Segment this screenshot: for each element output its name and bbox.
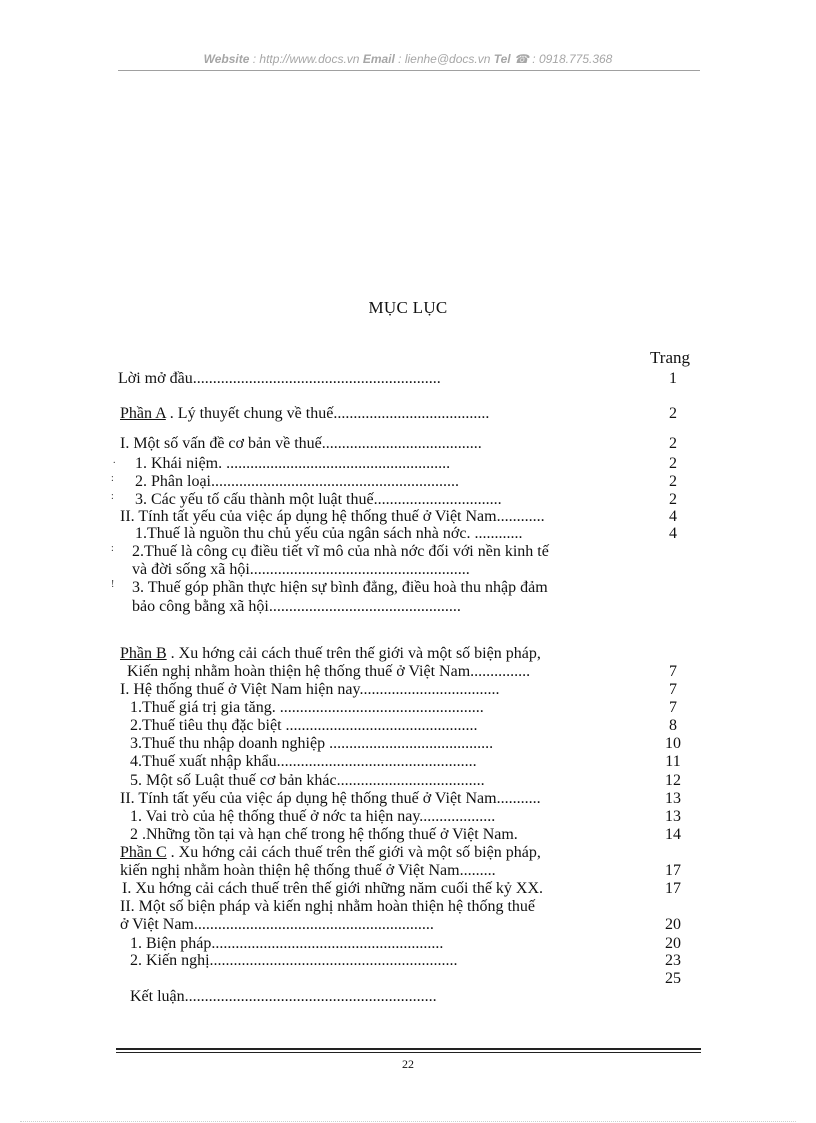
toc-entry <box>0 897 816 916</box>
page-column-header: Trang <box>650 348 690 367</box>
toc-entry-page: 10 <box>665 735 681 752</box>
toc-entry-page: 1 <box>669 370 677 387</box>
section-label: Phần C <box>120 844 167 861</box>
toc-entry-text: II. Một số biện pháp và kiến nghị nhằm hoàn thiện hệ thống thuế <box>120 898 536 915</box>
toc-entry-page: 2 <box>669 491 677 508</box>
toc-entry <box>0 578 816 597</box>
toc-entry-page: 12 <box>665 772 681 789</box>
section-label: Phần A <box>120 405 166 422</box>
margin-mark: . <box>113 455 116 466</box>
toc-entry-text: 3.Thuế thu nhập doanh nghiệp ......................................... <box>130 735 494 752</box>
toc-entry-text: 2.Thuế tiêu thụ đặc biệt ................................................ <box>130 717 478 734</box>
toc-entry <box>0 807 816 826</box>
toc-entry-page: 17 <box>665 880 681 897</box>
toc-entry <box>0 734 816 753</box>
toc-entry-text: Phần C . Xu hớng cải cách thuế trên thế giới và một số biện pháp, <box>120 844 541 861</box>
toc-entry-text: bảo công bằng xã hội................................................ <box>132 598 461 615</box>
margin-mark: : <box>111 491 114 502</box>
website-value: : http://www.docs.vn <box>249 52 363 66</box>
margin-mark: ! <box>111 579 115 590</box>
toc-entry <box>0 915 816 934</box>
email-value: : lienhe@docs.vn <box>394 52 494 66</box>
toc-entry-page: 7 <box>669 699 677 716</box>
toc-entry <box>0 662 816 681</box>
toc-entry <box>0 771 816 790</box>
toc-entry <box>0 752 816 771</box>
toc-entry-text: 1. Biện pháp.......................................................... <box>130 935 444 952</box>
toc-entry-page: 7 <box>669 681 677 698</box>
toc-entry-page: 14 <box>665 826 681 843</box>
toc-entry-page: 7 <box>669 663 677 680</box>
toc-entry <box>0 987 816 1006</box>
toc-entry <box>0 597 816 616</box>
toc-entry-text: Kết luận............................................................... <box>130 988 437 1005</box>
toc-entry-page: 4 <box>669 525 677 542</box>
toc-entry-text: Phần B . Xu hớng cải cách thuế trên thế giới và một số biện pháp, <box>120 645 541 662</box>
toc-entry <box>0 560 816 579</box>
phone-icon: ☎ <box>513 52 529 66</box>
toc-entry <box>0 825 816 844</box>
toc-entry-page: 2 <box>669 455 677 472</box>
toc-entry-page: 13 <box>665 808 681 825</box>
toc-entry <box>0 454 816 473</box>
toc-entry-text: 3. Thuế góp phần thực hiện sự bình đẳng, điều hoà thu nhập đảm <box>132 579 548 596</box>
section-label: Phần B <box>120 645 167 662</box>
toc-entry-text: 1. Khái niệm. ........................................................ <box>135 455 451 472</box>
toc-entry-page: 20 <box>665 935 681 952</box>
toc-entry <box>0 680 816 699</box>
email-label: Email <box>362 52 395 66</box>
website-label: Website <box>203 52 250 66</box>
toc-entry-text: 4.Thuế xuất nhập khẩu.................................................. <box>130 753 477 770</box>
toc-entry <box>0 434 816 453</box>
tel-value: : 0918.775.368 <box>528 52 613 66</box>
toc-entry <box>0 698 816 717</box>
toc-entry <box>0 951 816 970</box>
toc-entry <box>0 969 816 988</box>
toc-entry-page: 4 <box>669 508 677 525</box>
toc-entry-page: 20 <box>665 916 681 933</box>
toc-entry-text: I. Hệ thống thuế ở Việt Nam hiện nay................................... <box>120 681 500 698</box>
toc-entry-text: Phần A . Lý thuyết chung về thuế....................................... <box>120 405 490 422</box>
toc-entry <box>0 472 816 491</box>
toc-entry-page: 2 <box>669 405 677 422</box>
footer-rule-thin <box>116 1052 701 1053</box>
toc-entry-text: 2 .Những tồn tại và hạn chế trong hệ thống thuế ở Việt Nam. <box>130 826 518 843</box>
toc-entry-text: ở Việt Nam............................................................ <box>120 916 434 933</box>
toc-entry-page: 13 <box>665 790 681 807</box>
toc-entry-page: 8 <box>669 717 677 734</box>
toc-entry-page: 17 <box>665 862 681 879</box>
toc-entry-text: II. Tính tất yếu của việc áp dụng hệ thống thuế ở Việt Nam............ <box>120 508 545 525</box>
margin-mark: : <box>111 543 114 554</box>
toc-entry-text: kiến nghị nhằm hoàn thiện hệ thống thuế ở Việt Nam......... <box>120 862 496 879</box>
toc-entry <box>0 369 816 388</box>
toc-entry-page: 25 <box>665 970 681 987</box>
toc-entry-text: và đời sống xã hội....................................................... <box>132 561 470 578</box>
page-number: 22 <box>402 1057 414 1071</box>
footer-rule <box>116 1048 701 1050</box>
toc-entry-text: Kiến nghị nhằm hoàn thiện hệ thống thuế ở Việt Nam............... <box>127 663 531 680</box>
toc-entry-text: I. Xu hớng cải cách thuế trên thế giới những năm cuối thế kỷ XX. <box>122 880 544 897</box>
page-title: MỤC LỤC <box>368 298 448 317</box>
toc-entry-text: I. Một số vấn đề cơ bản về thuế........................................ <box>120 435 482 452</box>
toc-entry-text: 3. Các yếu tố cấu thành một luật thuế................................ <box>135 491 502 508</box>
margin-mark: : <box>111 473 114 484</box>
toc-entry <box>0 789 816 808</box>
toc-entry-page: 11 <box>665 753 681 770</box>
page-edge-dotted-line <box>20 1121 796 1122</box>
toc-entry-text: Lời mở đầu.............................................................. <box>118 370 441 387</box>
toc-entry-text: II. Tính tất yếu của việc áp dụng hệ thống thuế ở Việt Nam........... <box>120 790 541 807</box>
toc-entry-text: 1. Vai trò của hệ thống thuế ở nớc ta hiện nay................... <box>130 808 496 825</box>
toc-entry <box>0 879 816 898</box>
toc-entry <box>0 542 816 561</box>
toc-entry-text: 1.Thuế là nguồn thu chủ yếu của ngân sách nhà nớc. ............ <box>135 525 523 542</box>
toc-entry-page: 2 <box>669 473 677 490</box>
toc-entry <box>0 524 816 543</box>
toc-entry <box>0 716 816 735</box>
toc-entry-page: 23 <box>665 952 681 969</box>
toc-entry <box>0 644 816 663</box>
toc-entry-text: 1.Thuế giá trị gia tăng. ................................................... <box>130 699 484 716</box>
toc-entry-text: 2. Phân loại.............................................................. <box>135 473 459 490</box>
toc-entry-text: 5. Một số Luật thuế cơ bản khác..................................... <box>130 772 485 789</box>
tel-label: Tel <box>493 52 511 66</box>
toc-entry <box>0 843 816 862</box>
toc-entry <box>0 861 816 880</box>
toc-entry-text: 2.Thuế là công cụ điều tiết vĩ mô của nhà nớc đối với nền kinh tế <box>132 543 549 560</box>
toc-entry <box>0 404 816 423</box>
toc-entry-page: 2 <box>669 435 677 452</box>
toc-entry-text: 2. Kiến nghị.............................................................. <box>130 952 458 969</box>
